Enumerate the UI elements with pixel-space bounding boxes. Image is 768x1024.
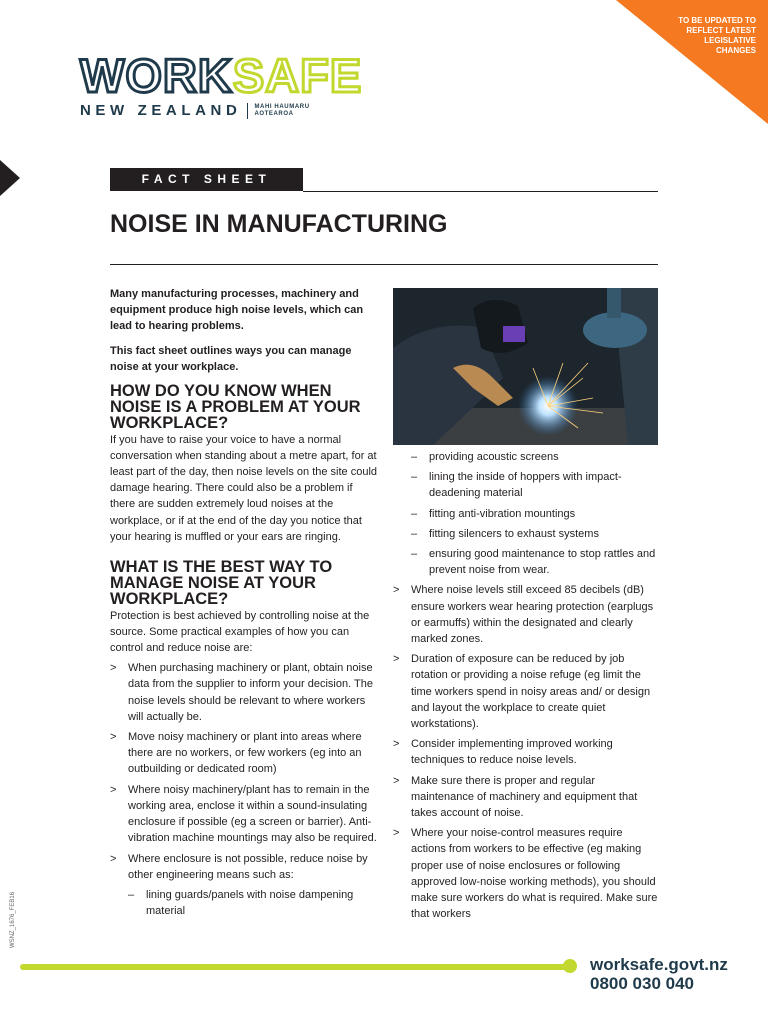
footer-rule — [20, 964, 570, 970]
sub-list-item-text: fitting silencers to exhaust systems — [429, 527, 599, 540]
dash-marker: – — [411, 548, 418, 561]
list-item — [393, 773, 659, 822]
dash-marker: – — [411, 471, 418, 484]
logo-divider — [247, 103, 248, 119]
logo-work: WORK — [80, 49, 233, 102]
list-item — [110, 660, 378, 725]
sub-list-item-text: lining guards/panels with noise dampening material — [146, 888, 354, 918]
bullet-marker: > — [393, 738, 400, 751]
sub-list-item — [393, 506, 659, 522]
right-column — [393, 449, 659, 926]
sub-list-item — [110, 887, 378, 919]
logo-country: NEW ZEALAND — [80, 102, 242, 119]
sub-list-item-text: fitting anti-vibration mountings — [429, 507, 576, 520]
sub-list-item — [393, 546, 659, 578]
footer-dot — [563, 959, 577, 973]
intro-paragraph: This fact sheet outlines ways you can manage noise at your workplace. — [110, 344, 352, 373]
bullet-marker: > — [110, 783, 117, 796]
sub-list-item-text: ensuring good maintenance to stop rattles and prevent noise from wear. — [429, 548, 656, 577]
dash-marker: – — [128, 888, 135, 901]
list-item — [393, 651, 659, 732]
list-item-text: Consider implementing improved working techniques to reduce noise levels. — [411, 738, 613, 767]
dash-marker: – — [411, 507, 418, 520]
bullet-marker: > — [393, 653, 400, 666]
section-heading: HOW DO YOU KNOW WHEN NOISE IS A PROBLEM AT YOUR WORKPLACE? — [110, 382, 361, 433]
engineering-means-list-continued — [393, 449, 659, 578]
update-notice-text: TO BE UPDATED TO REFLECT LATEST LEGISLATIVE CHANGES — [678, 16, 756, 55]
section-body: Protection is best achieved by controlling noise at the source. Some practical examples of how you can control and reduce noise are: — [110, 609, 370, 655]
list-item — [393, 825, 659, 922]
document-code: WSNZ_1676_FEB16 — [10, 891, 16, 948]
list-item-text: Duration of exposure can be reduced by job rotation or providing a noise refuge (eg limit the time workers spend in noisy areas and/ or design and layout the workplace to create quiet workstations). — [411, 653, 651, 731]
header-rule — [303, 191, 658, 192]
list-item — [393, 736, 659, 768]
list-item — [110, 782, 378, 847]
list-item-text: Where enclosure is not possible, reduce noise by other engineering means such as: — [128, 852, 368, 881]
dash-marker: – — [411, 527, 418, 540]
footer-phone-number: 0800 030 040 — [590, 974, 694, 993]
logo-maori-name: MAHI HAUMARU AOTEAROA — [254, 103, 310, 117]
bullet-marker: > — [393, 584, 400, 597]
list-item-text: When purchasing machinery or plant, obtain noise data from the supplier to inform your decision. The noise levels should be relevant to where workers will actually be. — [128, 662, 373, 723]
list-item-text: Where noisy machinery/plant has to remain in the working area, enclose it within a sound-insulating enclosure if possible (eg a screen or barrier). Anti-vibration machine mountings may also be required. — [128, 783, 377, 845]
list-item-text: Make sure there is proper and regular maintenance of machinery and equipment that takes account of noise. — [411, 774, 638, 820]
sub-list-item-text: providing acoustic screens — [429, 451, 559, 463]
fact-sheet-label: FACT SHEET — [110, 168, 303, 191]
sub-list-item — [393, 469, 659, 501]
bullet-marker: > — [110, 852, 117, 865]
list-item-text: Where noise levels still exceed 85 decibels (dB) ensure workers wear hearing protection (earplugs or earmuffs) within the designated and clearly marked zones. — [411, 584, 654, 646]
section-heading: WHAT IS THE BEST WAY TO MANAGE NOISE AT YOUR WORKPLACE? — [110, 558, 333, 609]
page-marker-arrow-icon — [0, 160, 20, 196]
logo-wordmark — [80, 49, 363, 102]
bullet-marker: > — [393, 827, 400, 840]
bullet-marker: > — [110, 731, 117, 744]
sub-list-item — [393, 449, 659, 465]
list-item — [110, 729, 378, 778]
engineering-means-list — [110, 887, 378, 919]
sub-list-item — [393, 526, 659, 542]
section-body: If you have to raise your voice to have a normal conversation when standing about a metre apart, for at least part of the day, then noise levels on the site could damage hearing. There could also be a problem if there are sudden extremely loud noises at the workplace, or if at the end of the day you notice that your hearing is muffled or your ears are ringing. — [110, 433, 378, 543]
logo-subtitle — [80, 102, 362, 119]
worksafe-logo — [80, 49, 363, 119]
control-measures-list-continued — [393, 582, 659, 922]
bullet-marker: > — [110, 662, 117, 675]
list-item — [393, 582, 659, 647]
list-item-text: Where your noise-control measures require actions from workers to be effective (eg making proper use of noise enclosures or following approved low-noise working methods), you should make sure workers do what is required. Make sure that workers — [411, 827, 658, 921]
page-title: NOISE IN MANUFACTURING — [110, 210, 448, 238]
control-measures-list — [110, 660, 378, 883]
welder-photo — [393, 288, 658, 445]
intro-paragraph: Many manufacturing processes, machinery and equipment produce high noise levels, which can lead to hearing problems. — [110, 288, 364, 333]
list-item-text: Move noisy machinery or plant into areas where there are no workers, or few workers (eg into an outbuilding or dedicated room) — [128, 731, 362, 776]
title-rule — [110, 264, 658, 265]
footer-website-link[interactable]: worksafe.govt.nz — [590, 955, 728, 974]
welder-illustration — [393, 288, 658, 445]
sub-list-item-text: lining the inside of hoppers with impact-deadening material — [429, 471, 622, 500]
bullet-marker: > — [393, 774, 400, 787]
logo-safe: SAFE — [232, 49, 363, 102]
list-item — [110, 851, 378, 883]
dash-marker: – — [411, 451, 418, 463]
left-column — [110, 286, 378, 923]
